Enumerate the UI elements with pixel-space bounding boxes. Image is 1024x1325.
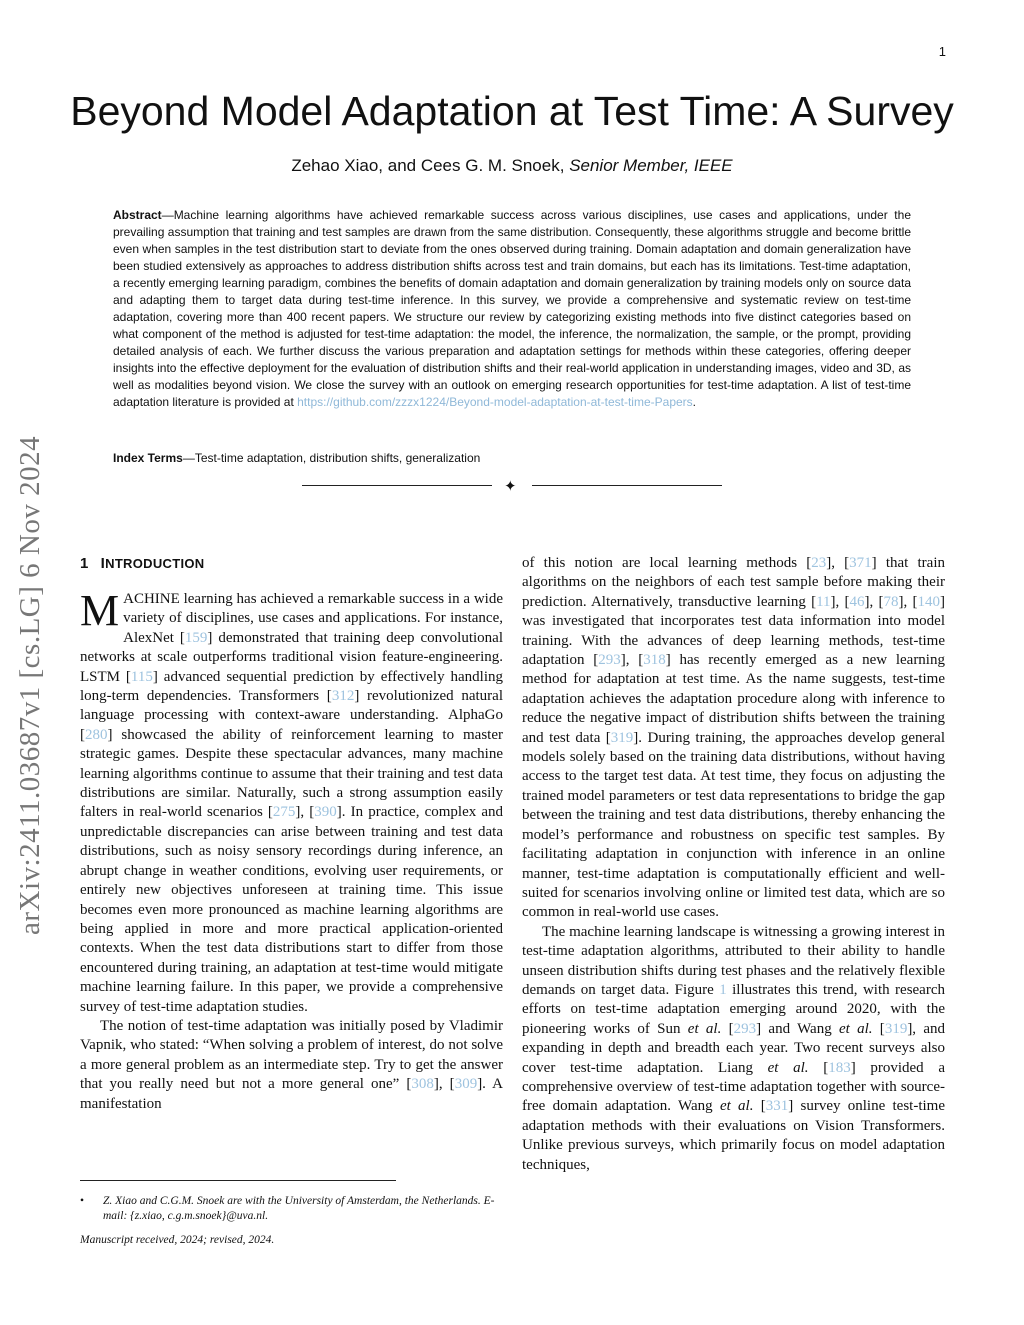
et-al: et al. — [767, 1059, 809, 1076]
intro-paragraph-4 — [522, 923, 945, 1175]
footnote-text: Z. Xiao and C.G.M. Snoek are with the University of Amsterdam, the Netherlands. E-mail: {z.xiao, c.g.m.snoek}@uva.nl. — [103, 1195, 495, 1222]
footnote-rule — [80, 1180, 396, 1181]
intro-paragraph-1 — [80, 586, 503, 1017]
citation-link[interactable]: 183 — [828, 1059, 851, 1076]
separator-diamond-icon: ✦ — [504, 477, 517, 495]
text-run: ], [ — [898, 593, 918, 610]
drop-cap: M — [80, 586, 120, 635]
citation-link[interactable]: 318 — [643, 652, 666, 669]
text-run: The machine learning landscape is witnessing a growing interest in test-time adaptation algorithms, attributed to their ability to handle unseen distribution shifts during test phases and the relatively flexible demands on target data. Figure — [522, 923, 945, 998]
abstract-end: . — [692, 395, 696, 409]
text-run: [ — [721, 1020, 734, 1037]
text-run: ], [ — [864, 593, 884, 610]
et-al: et al. — [719, 1098, 754, 1115]
paper-title: Beyond Model Adaptation at Test Time: A Survey — [70, 88, 954, 134]
author-role: Senior Member, IEEE — [569, 156, 733, 175]
text-run: [ — [872, 1020, 885, 1037]
citation-link[interactable]: 309 — [454, 1076, 478, 1093]
citation-link[interactable]: 319 — [610, 729, 634, 746]
abstract-text: —Machine learning algorithms have achieved remarkable success across various disciplines, use cases and applications, under the prevailing assumption that training and test samples are drawn from the same distribution. Consequently, these algorithms struggle and become brittle even when samples in the test distribution start to deviate from the ones observed during training. Domain adaptation and domain generalization have been studied extensively as approaches to address distribution shifts across test and train domains, but each has its limitations. Test-time adaptation, a recently emerging learning paradigm, combines the benefits of domain adaptation and domain generalization by training models only on source data and adapting them to target data during test-time inference. In this survey, we provide a comprehensive and systematic review on test-time adaptation, covering more than 400 recent papers. We structure our review by categorizing existing methods into five distinct categories based on what component of the method is adjusted for test-time adaptation: the model, the inference, the normalization, the sample, or the prompt, providing detailed analysis of each. We further discuss the various preparation and adaptation settings for methods within these categories, offering deeper insights into the effective deployment for the evaluation of distribution shifts and their real-world application in understanding images, video and 3D, as well as modalities beyond vision. We close the survey with an outlook on emerging research opportunities for test-time adaptation. A list of test-time adaptation literature is provided at — [113, 208, 911, 409]
text-run: ]. A manifestation — [80, 1076, 504, 1112]
text-run: [ — [808, 1059, 829, 1076]
text-run: learning has achieved a remarkable success in a wide variety of disciplines, use cases and applications. For instance, AlexNet [ — [123, 591, 503, 646]
citation-link[interactable]: 275 — [272, 804, 296, 821]
arxiv-stamp: arXiv:2411.03687v1 [cs.LG] 6 Nov 2024 — [14, 435, 46, 935]
index-terms-text: —Test-time adaptation, distribution shifts, generalization — [182, 451, 481, 465]
separator-rule-right — [532, 485, 722, 486]
text-run: ], and expanding in depth and breadth each year. Two recent surveys also cover test-time adaptation. Liang — [522, 1020, 946, 1076]
index-terms-heading: Index Terms — [113, 451, 183, 465]
citation-link[interactable]: 308 — [411, 1076, 434, 1093]
abstract-link[interactable]: https://github.com/zzzx1224/Beyond-model-adaptation-at-test-time-Papers — [297, 395, 693, 409]
citation-link[interactable]: 293 — [598, 652, 621, 669]
citation-link[interactable]: 319 — [884, 1020, 908, 1037]
intro-paragraph-3 — [522, 554, 945, 923]
section-number: 1 — [80, 555, 89, 572]
intro-paragraph-2 — [80, 1017, 503, 1114]
drop-cap-word: ACHINE — [123, 591, 180, 607]
section-separator — [302, 477, 722, 495]
separator-rule-left — [302, 485, 492, 486]
text-run: ], [ — [295, 804, 315, 821]
text-run: [ — [753, 1098, 766, 1115]
authors-line — [0, 156, 1024, 176]
text-run: ] and Wang — [756, 1020, 839, 1037]
citation-link[interactable]: 390 — [314, 804, 337, 821]
text-run: ] showcased the ability of reinforcement learning to master strategic games. Despite these spectacular advances, many machine learning algorithms continue to assume that their training and test data distributions are similar. Naturally, such a strong assumption easily falters in real-world scenarios [ — [80, 726, 503, 821]
citation-link[interactable]: 78 — [883, 593, 899, 610]
citation-link[interactable]: 159 — [184, 629, 208, 646]
citation-link[interactable]: 46 — [849, 593, 865, 610]
citation-link[interactable]: 331 — [765, 1098, 789, 1115]
footnote — [80, 1194, 503, 1224]
citation-link[interactable]: 312 — [331, 688, 355, 705]
citation-link[interactable]: 1 — [719, 981, 727, 998]
citation-link[interactable]: 140 — [917, 593, 940, 610]
text-run: ] that train algorithms on the neighbors of each test sample before making their prediction. Alternatively, transductive learning [ — [522, 555, 945, 610]
text-run: ], [ — [830, 593, 850, 610]
page-number: 1 — [938, 44, 946, 59]
et-al: et al. — [687, 1020, 722, 1037]
abstract-heading: Abstract — [113, 208, 162, 222]
section-title-cap: I — [100, 555, 106, 572]
footnote-bullet: • — [80, 1195, 85, 1207]
text-run: ], [ — [620, 652, 644, 669]
left-column — [80, 555, 503, 1114]
citation-link[interactable]: 280 — [85, 726, 108, 743]
index-terms — [113, 451, 480, 465]
section-title-rest: NTRODUCTION — [105, 556, 205, 571]
text-run: ], [ — [433, 1076, 455, 1093]
text-run: of this notion are local learning methods [ — [522, 555, 812, 571]
manuscript-note: Manuscript received, 2024; revised, 2024. — [80, 1234, 275, 1246]
abstract — [113, 207, 911, 411]
right-column — [522, 554, 945, 1175]
text-run: The notion of test-time adaptation was initially posed by Vladimir Vapnik, who stated: “When solving a problem of interest, do not solve a more general problem as an intermediate step. Try to get the answer that you really need but not a more general one” [ — [80, 1017, 503, 1093]
citation-link[interactable]: 11 — [816, 593, 831, 610]
section-heading — [80, 555, 503, 572]
text-run: ]. During training, the approaches develop general models solely based on the training data distributions, without having access to the target test data. At test time, they focus on adjusting the trained model parameters or test data representations to bridge the gap between the training and test data distributions, thereby enhancing the model’s performance and robustness on specific test samples. By facilitating adaptation in conjunction with inference in an online manner, test-time adaptation is computationally efficient and well-suited for scenarios involving online or limited test data, which are so common in real-world use cases. — [522, 729, 945, 921]
text-run: ]. In practice, complex and unpredictable discrepancies can arise between training and test data distributions, such as noisy sensory recordings during inference, an abrupt change in weather conditions, evolving user requirements, or entirely new objectives unforeseen at training time. This issue becomes even more pronounced as machine learning algorithms are being applied in more and more practical application-oriented contexts. When the test data distributions start to differ from those encountered during training, an adaptation at test-time would mitigate machine learning failure. In this paper, we provide a comprehensive survey of test-time adaptation studies. — [80, 804, 503, 1015]
text-run: ] revolutionized natural language processing with context-aware understanding. AlphaGo [ — [80, 688, 503, 743]
citation-link[interactable]: 371 — [849, 555, 872, 571]
citation-link[interactable]: 293 — [733, 1020, 757, 1037]
et-al: et al. — [838, 1020, 873, 1037]
text-run: ] demonstrated that training deep convolutional networks at scale outperforms traditional vision feature-engineering. LSTM [ — [80, 629, 503, 685]
text-run: ] survey online test-time adaptation methods with their evaluations on Vision Transformers. Unlike previous surveys, which primarily focus on model adaptation techniques, — [522, 1098, 945, 1173]
text-run: ] was investigated that incorporates test data information into model training. With the advances of deep learning methods, test-time adaptation [ — [522, 593, 945, 669]
text-run: ], [ — [826, 555, 850, 571]
text-run: ] has recently emerged as a new learning method for adaptation at test time. As the name suggests, test-time adaptation achieves the adaptation procedure along with inference to reduce the negative impact of distribution shifts between the training and test data [ — [522, 652, 945, 746]
citation-link[interactable]: 23 — [811, 555, 827, 571]
citation-link[interactable]: 115 — [130, 668, 153, 685]
text-run: ] provided a comprehensive overview of test-time adaptation together with source-free domain adaptation. Wang — [522, 1059, 945, 1115]
text-run: ] advanced sequential prediction by effectively handling long-term dependencies. Transformers [ — [80, 668, 503, 705]
author-names: Zehao Xiao, and Cees G. M. Snoek, — [291, 156, 565, 175]
text-run: illustrates this trend, with research efforts on test-time adaptation emerging around 2020, with the pioneering works of Sun — [522, 981, 945, 1037]
